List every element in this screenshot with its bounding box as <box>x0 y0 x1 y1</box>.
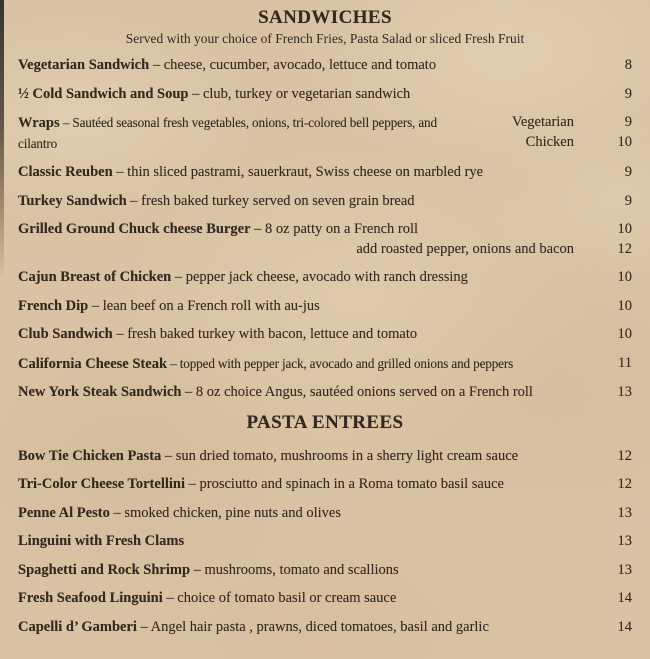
item-name: Capelli d’ Gamberi <box>18 618 137 635</box>
item-price: 12 <box>617 476 632 492</box>
item-description: cheese, cucumber, avocado, lettuce and tomato <box>163 57 437 73</box>
item-row <box>18 113 632 154</box>
item-name: Vegetarian Sandwich <box>18 57 150 73</box>
addon-price: 12 <box>617 240 632 257</box>
item-text <box>18 532 574 552</box>
item-row <box>18 192 632 212</box>
menu-item <box>18 85 632 105</box>
item-separator: – <box>88 297 103 314</box>
menu-item <box>18 113 632 154</box>
item-price: 10 <box>617 297 632 314</box>
item-separator: – <box>185 476 200 492</box>
item-name: Penne Al Pesto <box>18 504 110 521</box>
item-row <box>18 475 632 495</box>
menu-item <box>18 268 632 288</box>
item-name: Linguini with Fresh Clams <box>18 533 185 549</box>
item-name: Spaghetti and Rock Shrimp <box>18 561 191 578</box>
item-price: 10 <box>617 269 632 285</box>
item-name: New York Steak Sandwich <box>18 384 182 400</box>
variant-label: Chicken <box>525 133 574 150</box>
item-price: 12 <box>617 447 632 464</box>
menu-item <box>18 354 632 375</box>
item-name: Grilled Ground Chuck cheese Burger <box>18 221 251 237</box>
item-name: Wraps <box>18 115 60 131</box>
item-description: mushrooms, tomato and scallions <box>204 561 399 578</box>
item-text <box>18 589 574 609</box>
menu-item <box>18 532 632 552</box>
menu-item <box>18 504 632 524</box>
item-addon-row <box>18 240 632 260</box>
menu-item <box>18 447 632 467</box>
menu-item <box>18 56 632 76</box>
item-description: prosciutto and spinach in a Roma tomato basil sauce <box>199 476 504 492</box>
item-price: 9 <box>624 192 632 209</box>
item-price: 10 <box>617 221 632 237</box>
item-separator: – <box>250 221 266 237</box>
item-description: choice of tomato basil or cream sauce <box>177 590 397 606</box>
menu-item <box>18 297 632 317</box>
menu-item <box>18 589 632 609</box>
item-row <box>18 220 632 240</box>
item-row <box>18 56 632 76</box>
item-row <box>18 532 632 552</box>
item-description: 8 oz choice Angus, sautéed onions served on a French roll <box>195 384 533 400</box>
section-title: SANDWICHES <box>258 7 392 28</box>
section-subtitle: Served with your choice of French Fries, Pasta Salad or sliced Fresh Fruit <box>125 31 525 46</box>
item-description: Sautéed seasonal fresh vegetables, onions, tri-colored bell peppers, and cilantro <box>18 115 437 151</box>
item-text <box>18 354 574 375</box>
item-price: 14 <box>617 618 632 635</box>
menu-item <box>18 561 632 581</box>
item-price: 13 <box>617 384 632 400</box>
item-row <box>18 618 632 638</box>
menu-item <box>18 383 632 403</box>
item-description: 8 oz patty on a French roll <box>265 221 419 237</box>
menu-item <box>18 325 632 345</box>
item-row <box>18 268 632 288</box>
item-name: Tri-Color Cheese Tortellini <box>18 476 186 492</box>
menu-item <box>18 618 632 638</box>
item-price: 10 <box>617 326 632 342</box>
item-description: Angel hair pasta , prawns, diced tomatoes, basil and garlic <box>150 618 489 635</box>
item-price: 9 <box>624 85 632 102</box>
menu-item <box>18 475 632 495</box>
item-text <box>18 325 574 345</box>
item-row <box>18 297 632 317</box>
menu-item <box>18 220 632 259</box>
item-row <box>18 383 632 403</box>
item-text <box>18 192 574 212</box>
item-row <box>18 354 632 375</box>
menu-item <box>18 163 632 183</box>
item-description: lean beef on a French roll with au-jus <box>102 297 320 314</box>
item-separator: – <box>136 618 151 635</box>
item-price: 11 <box>618 354 632 371</box>
items-list <box>18 56 632 403</box>
item-name: Bow Tie Chicken Pasta <box>18 447 162 464</box>
item-price: 13 <box>617 533 632 549</box>
section-title: PASTA ENTREES <box>246 411 404 433</box>
item-text <box>18 561 574 581</box>
item-text <box>18 163 574 183</box>
item-price: 9 <box>624 164 632 180</box>
item-price: 13 <box>617 561 632 578</box>
item-separator: – <box>112 326 128 342</box>
item-row <box>18 325 632 345</box>
item-name: Club Sandwich <box>18 326 113 342</box>
item-price: 13 <box>617 504 632 521</box>
item-separator: – <box>109 504 125 521</box>
item-row <box>18 589 632 609</box>
item-separator: – <box>162 590 178 606</box>
item-description: sun dried tomato, mushrooms in a sherry light cream sauce <box>175 447 519 464</box>
item-name: Turkey Sandwich <box>18 192 127 209</box>
item-description: pepper jack cheese, avocado with ranch dressing <box>185 269 468 285</box>
item-description: thin sliced pastrami, sauerkraut, Swiss cheese on marbled rye <box>127 164 484 180</box>
item-row <box>18 163 632 183</box>
item-description: smoked chicken, pine nuts and olives <box>124 504 341 521</box>
item-name: French Dip <box>18 297 89 314</box>
item-text <box>18 297 574 317</box>
item-row <box>18 504 632 524</box>
item-price: 10 <box>617 133 632 150</box>
scan-edge-artifact <box>0 0 4 280</box>
item-name: California Cheese Steak <box>18 355 168 372</box>
item-price: 9 <box>624 114 632 130</box>
item-row <box>18 561 632 581</box>
item-row <box>18 447 632 467</box>
menu-item <box>18 192 632 212</box>
item-price: 14 <box>617 590 632 606</box>
variant-prices <box>574 113 632 152</box>
item-separator: – <box>188 85 203 102</box>
addon-label: add roasted pepper, onions and bacon <box>356 240 574 257</box>
menu-sections <box>18 7 632 637</box>
item-description: fresh baked turkey with bacon, lettuce and tomato <box>127 326 418 342</box>
items-list <box>18 447 632 638</box>
item-separator: – <box>171 269 186 285</box>
item-name: Cajun Breast of Chicken <box>18 269 172 285</box>
item-text <box>18 475 574 495</box>
item-name: Classic Reuben <box>18 164 113 180</box>
item-text <box>18 504 574 524</box>
item-row <box>18 85 632 105</box>
menu-section <box>18 7 632 403</box>
item-text <box>18 383 574 403</box>
item-separator: – <box>161 447 176 464</box>
item-description: topped with pepper jack, avocado and grilled onions and peppers <box>179 355 514 371</box>
item-text <box>18 220 574 240</box>
item-separator: – <box>167 355 180 371</box>
item-separator: – <box>126 192 142 209</box>
item-text <box>18 56 574 76</box>
item-separator: – <box>59 115 73 130</box>
item-text <box>18 618 574 638</box>
item-text <box>18 268 574 288</box>
item-price: 8 <box>624 57 632 73</box>
variant-labels <box>486 113 574 152</box>
item-separator: – <box>149 57 164 73</box>
menu-section <box>18 412 632 638</box>
item-text <box>18 85 574 105</box>
item-separator: – <box>112 164 128 180</box>
item-description: fresh baked turkey served on seven grain bread <box>141 192 415 209</box>
item-name: ½ Cold Sandwich and Soup <box>18 85 189 102</box>
item-description: club, turkey or vegetarian sandwich <box>202 85 411 102</box>
item-name: Fresh Seafood Linguini <box>18 590 163 606</box>
item-text <box>18 113 486 154</box>
item-separator: – <box>190 561 205 578</box>
variant-label: Vegetarian <box>512 114 574 130</box>
item-text <box>18 447 574 467</box>
item-separator: – <box>181 384 196 400</box>
